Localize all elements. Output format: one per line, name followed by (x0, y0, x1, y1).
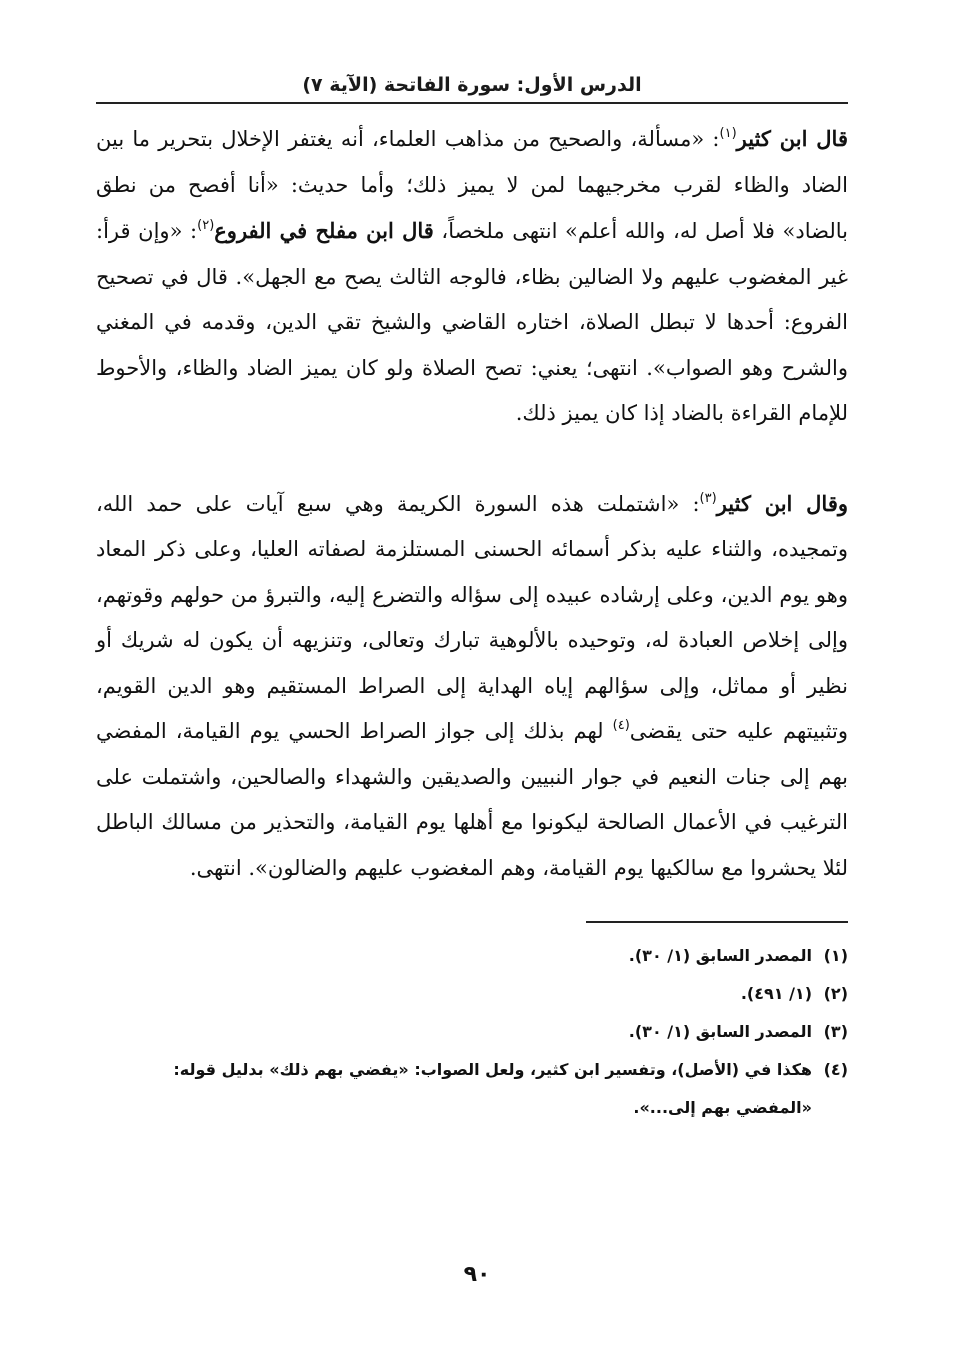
paragraph-lead-ibn-muflih: قال ابن مفلح في الفروع (214, 218, 434, 243)
footnote-4 (96, 1051, 848, 1127)
paragraph-surah-summary (96, 481, 848, 892)
footnote-number: (١) (823, 946, 848, 965)
paragraph-text: : «وإن قرأ: غير المغضوب عليهم ولا الضالين بظاء، فالوجه الثالث يصح مع الجهل». قال في تصحيح الفروع: أحدها لا تبطل الصلاة، اختاره القاضي والشيخ تقي الدين، وقدمه في المغني والشرح وهو الصواب». انتهى؛ يعني: تصح الصلاة ولو كان يميز الضاد والظاء، والأحوط للإمام القراءة بالضاد إذا كان يميز ذلك. (96, 219, 848, 425)
footnote-text: هكذا في (الأصل)، وتفسير ابن كثير، ولعل الصواب: «يفضي بهم ذلك» بدليل قوله: «المفضي بهم إلى...». (173, 1060, 812, 1117)
footnote-text: المصدر السابق (١/ ٣٠). (628, 1022, 812, 1041)
running-header: الدرس الأول: سورة الفاتحة (الآية ٧) (302, 74, 642, 96)
header-rule (96, 102, 848, 104)
paragraph-ibn-kathir-dad (96, 116, 848, 437)
paragraph-lead: وقال ابن كثير (716, 490, 848, 516)
paragraph-text: لهم بذلك إلى جواز الصراط الحسي يوم القيامة، المفضي بهم إلى جنات النعيم في جوار النبيين والصديقين والشهداء والصالحين، واشتملت على الترغيب في الأعمال الصالحة ليكونوا مع أهلها يوم القيامة، والتحذير من مسالك الباطل لئلا يحشروا مع سالكيها يوم القيامة، وهم المغضوب عليهم والضالون». انتهى. (96, 719, 848, 880)
footnote-ref-4[interactable]: (٤) (612, 718, 630, 733)
footnote-ref-3[interactable]: (٣) (699, 490, 717, 506)
body-text (96, 116, 848, 891)
footnote-number: (٢) (823, 984, 848, 1003)
footnote-number: (٣) (823, 1022, 848, 1041)
paragraph-lead: قال ابن كثير (736, 126, 848, 151)
footnote-2 (96, 975, 848, 1013)
page-number: ٩٠ (463, 1262, 491, 1287)
paragraph-text: : «مسألة، والصحيح من مذاهب العلماء، أنه يغتفر الإخلال بتحرير ما بين الضاد والظاء لقرب مخرجيهما لمن لا يميز ذلك؛ وأما حديث: «أنا أفصح من نطق بالضاد» فلا أصل له، والله أعلم» انتهى ملخصاً، (96, 127, 848, 243)
footnote-ref-1[interactable]: (١) (719, 126, 737, 141)
footnote-ref-2[interactable]: (٢) (197, 218, 215, 233)
footnote-text: (١/ ٤٩١). (740, 984, 812, 1003)
footnote-1 (96, 937, 848, 975)
paragraph-text: : «اشتملت هذه السورة الكريمة وهي سبع آيات على حمد الله، وتمجيده، والثناء عليه بذكر أسمائه الحسنى المستلزمة لصفاته العليا، وعلى ذكر المعاد وهو يوم الدين، وعلى إرشاده عبيده إلى سؤاله والتضرع إليه، والتبرؤ من حولهم وقوتهم، وإلى إخلاص العبادة له، وتوحيده بالألوهية تبارك وتعالى، وتنزيهه أن يكون له شريك أو نظير أو مماثل، وإلى سؤالهم إياه الهداية إلى الصراط المستقيم وهو الدين القويم، وتثبيتهم عليه حتى يقضى (96, 491, 848, 743)
footnote-3 (96, 1013, 848, 1051)
footnote-separator (586, 921, 848, 923)
footnotes (96, 937, 848, 1127)
footnote-number: (٤) (823, 1060, 848, 1079)
footnote-text: المصدر السابق (١/ ٣٠). (628, 946, 812, 965)
book-page (96, 72, 848, 1127)
